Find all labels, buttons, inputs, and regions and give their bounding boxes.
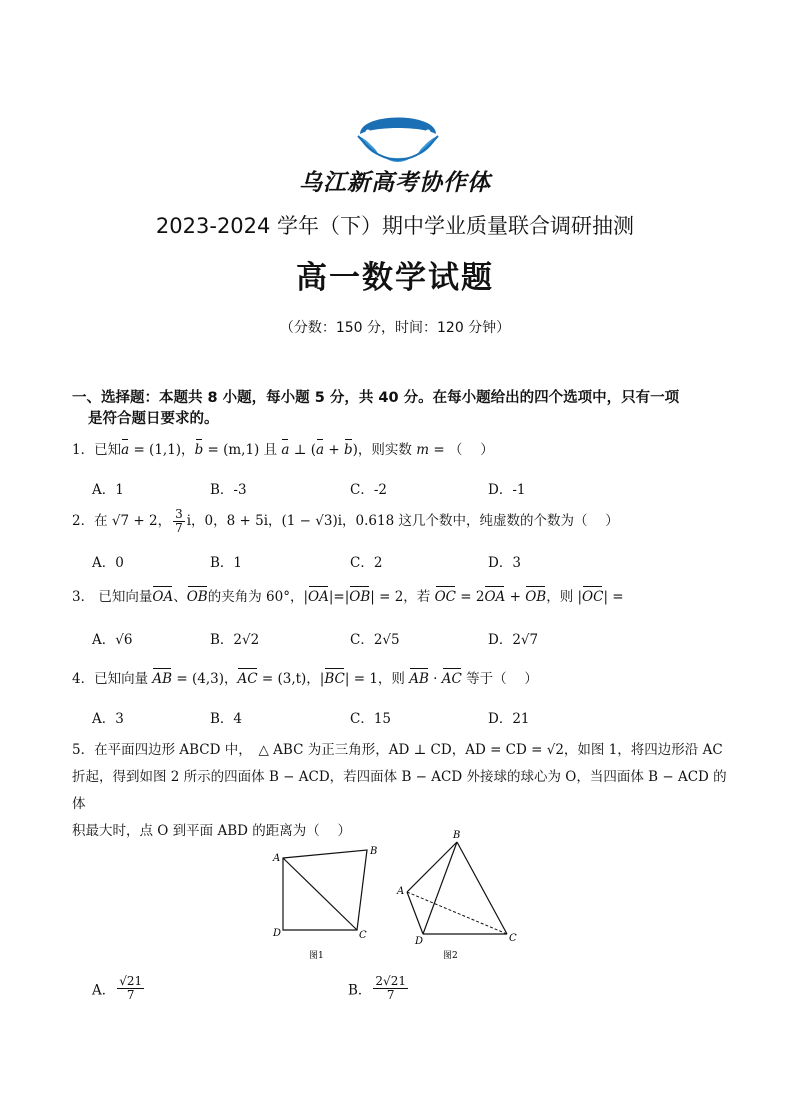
q1-text: = （ ） — [429, 442, 494, 458]
q3-vec-oc: OC — [434, 589, 456, 605]
q5-option-b[interactable] — [348, 975, 410, 1002]
fig1-label-a: A — [273, 853, 281, 864]
fig2-label-a: A — [397, 886, 405, 897]
question-3 — [72, 587, 732, 607]
q4-vec-bc: BC — [324, 671, 345, 687]
q2-text: i，0，8 + 5i，(1 − — [186, 513, 316, 529]
q4-text: · — [428, 671, 442, 687]
q4-option-d[interactable]: D．21 — [488, 711, 530, 727]
q1-number: 1． — [72, 442, 95, 458]
q5-line1: 5．在平面四边形 ABCD 中， △ ABC 为正三角形，AD ⊥ CD，AD = CD = √2，如图 1，将四边形沿 AC — [72, 742, 723, 758]
q2-text: + 2， — [129, 513, 172, 529]
q2-root7: √7 — [111, 513, 130, 529]
q5-option-a-fraction — [117, 975, 144, 1002]
q1-var-m: m — [416, 442, 430, 458]
q1-option-b[interactable]: B．-3 — [210, 482, 247, 498]
q4-text: 等于（ ） — [461, 671, 538, 687]
q5-option-a[interactable] — [92, 975, 146, 1002]
q2-text: )i，0.618 这几个数中，纯虚数的个数为（ ） — [332, 513, 619, 529]
q3-vec-ob: OB — [349, 589, 371, 605]
q4-option-c[interactable]: C．15 — [350, 711, 392, 727]
q3-vec-ob: OB — [186, 589, 208, 605]
q5-option-a-den: 7 — [126, 988, 135, 1002]
q3-vec-oa: OA — [484, 589, 506, 605]
figure-2 — [396, 830, 517, 961]
q3-text: 的夹角为 60°，| — [207, 589, 308, 605]
q4-text: = (4,3)， — [172, 671, 238, 687]
q5-option-b-num: 2√21 — [375, 974, 406, 988]
fig2-label-d: D — [415, 936, 424, 947]
q5-option-b-den: 7 — [386, 988, 395, 1002]
q1-text: + — [324, 442, 344, 458]
q4-option-b[interactable]: B．4 — [210, 711, 243, 727]
q2-number: 2． — [72, 513, 95, 529]
exam-meta: （分数：150 分，时间：120 分钟） — [279, 320, 511, 336]
fig2-label-c: C — [509, 933, 517, 944]
q1-text: )，则实数 — [352, 442, 417, 458]
q3-vec-oa: OA — [308, 589, 329, 605]
q2-option-b[interactable]: B．1 — [210, 555, 243, 571]
org-name: 乌江新高考协作体 — [299, 170, 491, 196]
q5-figures — [265, 828, 525, 963]
q1-vec-a: a — [316, 442, 325, 458]
q1-vec-b: b — [194, 442, 204, 458]
q1-vec-b: b — [344, 442, 353, 458]
q3-option-c[interactable]: C．2√5 — [350, 632, 400, 648]
q2-root3: √3 — [315, 513, 333, 529]
figure-1 — [272, 846, 377, 961]
q2-option-c[interactable]: C．2 — [350, 555, 383, 571]
q3-text: |=| — [328, 589, 350, 605]
q3-vec-oc: OC — [582, 589, 604, 605]
q2-fraction — [173, 508, 185, 535]
q1-vec-a: a — [281, 442, 290, 458]
exam-title: 高一数学试题 — [296, 260, 494, 296]
q1-vec-a: a — [121, 442, 130, 458]
fig2-label-b: B — [453, 830, 461, 841]
section-heading — [72, 388, 722, 430]
q3-option-a[interactable]: A．√6 — [92, 632, 133, 648]
fig2-caption: 图2 — [443, 951, 458, 961]
q3-vec-oa: OA — [152, 589, 174, 605]
exam-subtitle: 2023-2024 学年（下）期中学业质量联合调研抽测 — [155, 214, 635, 238]
q1-text: ⊥ ( — [289, 442, 317, 458]
question-4 — [72, 669, 732, 689]
section-heading-line1: 一、选择题：本题共 8 小题，每小题 5 分，共 40 分。在每小题给出的四个选项中，只有一项 — [72, 390, 680, 406]
q2-frac-num: 3 — [175, 507, 183, 521]
q4-vec-ab: AB — [409, 671, 429, 687]
q5-option-b-prefix: B． — [348, 982, 372, 999]
fig1-label-b: B — [370, 846, 378, 857]
q3-text: = 2 — [455, 589, 485, 605]
q3-option-b[interactable]: B．2√2 — [210, 632, 260, 648]
q4-vec-ab: AB — [152, 671, 173, 687]
fig1-caption: 图1 — [309, 951, 324, 961]
q1-option-d[interactable]: D．-1 — [488, 482, 526, 498]
q3-text: | = 2，若 — [370, 589, 435, 605]
q1-text: = (1,1)， — [129, 442, 195, 458]
fig1-label-c: C — [359, 930, 367, 941]
q2-text: 在 — [94, 513, 112, 529]
q3-text: ，则 | — [546, 589, 583, 605]
q1-option-a[interactable]: A．1 — [92, 482, 124, 498]
q2-option-a[interactable]: A．0 — [92, 555, 124, 571]
q3-text: 已知向量 — [94, 589, 153, 605]
fig1-label-d: D — [273, 928, 282, 939]
q4-vec-ac: AC — [441, 671, 462, 687]
q3-option-d[interactable]: D．2√7 — [488, 632, 539, 648]
q5-line3: 积最大时，点 O 到平面 ABD 的距离为（ ） — [72, 823, 352, 839]
q3-number: 3． — [72, 589, 95, 605]
q4-number: 4． — [72, 671, 95, 687]
q1-option-c[interactable]: C．-2 — [350, 482, 387, 498]
q3-text: | = — [603, 589, 624, 605]
q4-text: 已知向量 — [94, 671, 153, 687]
section-heading-line2: 是符合题日要求的。 — [88, 411, 219, 427]
q4-option-a[interactable]: A．3 — [92, 711, 124, 727]
q5-option-a-prefix: A． — [92, 982, 116, 999]
question-2 — [72, 508, 732, 535]
q4-text: = (3,t)，| — [257, 671, 325, 687]
question-1 — [72, 440, 732, 460]
q2-option-d[interactable]: D．3 — [488, 555, 521, 571]
q3-vec-ob: OB — [525, 589, 547, 605]
q4-text: | = 1，则 — [344, 671, 410, 687]
q1-text: = (m,1) 且 — [203, 442, 282, 458]
q3-text: + — [505, 589, 526, 605]
logo-icon — [352, 100, 444, 164]
q4-vec-ac: AC — [237, 671, 258, 687]
q2-frac-den: 7 — [175, 521, 183, 535]
q3-text: 、 — [173, 589, 187, 605]
q5-option-a-num: √21 — [119, 974, 143, 988]
q5-option-b-fraction — [373, 975, 408, 1002]
q1-text: 已知 — [94, 442, 122, 458]
q5-line2: 折起，得到如图 2 所示的四面体 B − ACD，若四面体 B − ACD 外接球的球心为 O，当四面体 B − ACD 的体 — [72, 769, 727, 812]
